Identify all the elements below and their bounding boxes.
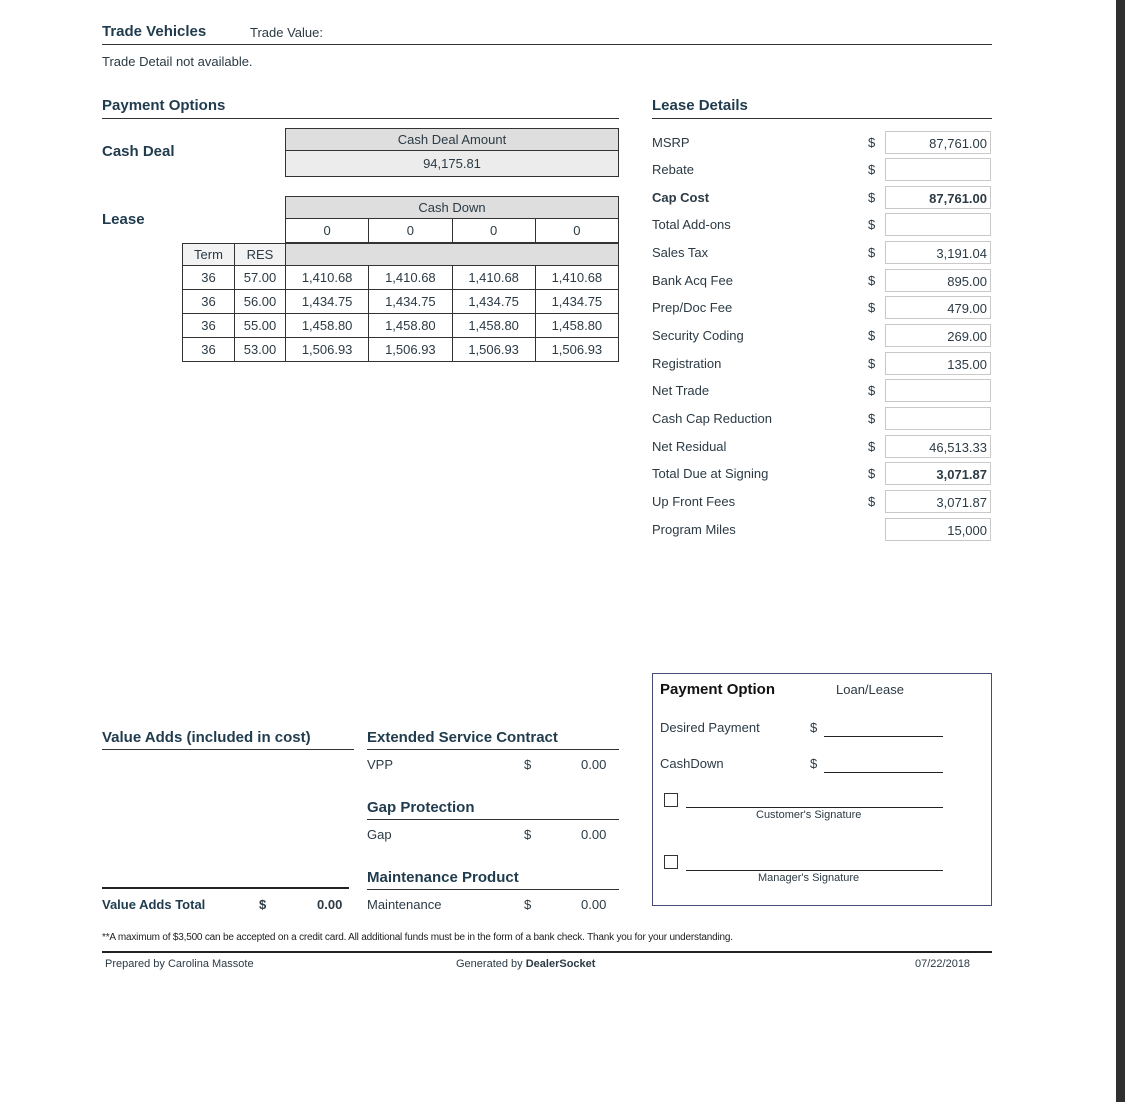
- lease-row-value: 87,761.00: [885, 131, 991, 154]
- dollar-sign: $: [868, 217, 876, 232]
- payment-cell: 1,458.80: [535, 314, 618, 338]
- term-cell: 36: [183, 314, 235, 338]
- manager-signature-field[interactable]: [686, 870, 943, 871]
- payment-cell: 1,506.93: [452, 338, 535, 362]
- dollar-sign: $: [868, 245, 876, 260]
- cash-deal-amount-value: 94,175.81: [286, 151, 619, 177]
- dollar-sign: $: [868, 273, 876, 288]
- desired-payment-label: Desired Payment: [660, 720, 760, 735]
- dollar-sign: $: [868, 135, 876, 150]
- lease-row-up-front-fees: [652, 490, 992, 514]
- lease-row-cash-cap-reduction: [652, 407, 992, 431]
- lease-row-value: [885, 379, 991, 402]
- payment-options-title: Payment Options: [102, 97, 226, 114]
- payment-cell: 1,506.93: [286, 338, 369, 362]
- payment-cell: 1,458.80: [452, 314, 535, 338]
- lease-row-value: 46,513.33: [885, 435, 991, 458]
- lease-payment-table: [182, 243, 619, 362]
- lease-row-label: Net Residual: [652, 439, 727, 454]
- dollar-sign: $: [868, 190, 876, 205]
- cash-down-value: 0: [286, 219, 369, 243]
- res-cell: 56.00: [235, 290, 286, 314]
- value-adds-total-divider: [102, 887, 349, 889]
- cash-down-value: 0: [452, 219, 535, 243]
- product-value: 0.00: [581, 827, 607, 842]
- dollar-sign: $: [868, 300, 876, 315]
- product-value: 0.00: [581, 897, 607, 912]
- cash-down-value: 0: [369, 219, 452, 243]
- cash-down-table: [285, 196, 619, 243]
- lease-row-label: Net Trade: [652, 383, 710, 398]
- product-divider: [367, 819, 619, 820]
- dollar-sign: $: [524, 827, 532, 842]
- res-cell: 53.00: [235, 338, 286, 362]
- term-cell: 36: [183, 290, 235, 314]
- lease-row-value: [885, 407, 991, 430]
- payment-option-title: Payment Option: [660, 681, 776, 698]
- lease-row-security-coding: [652, 324, 992, 348]
- lease-row-label: Cash Cap Reduction: [652, 411, 772, 426]
- value-adds-title: Value Adds (included in cost): [102, 729, 311, 746]
- dealersocket-brand: DealerSocket: [525, 958, 596, 970]
- dollar-sign: $: [259, 897, 267, 912]
- product-value: 0.00: [581, 757, 607, 772]
- term-cell: 36: [183, 338, 235, 362]
- customer-signature-label: Customer's Signature: [756, 809, 862, 821]
- product-item: Maintenance: [367, 897, 442, 912]
- lease-row-net-trade: [652, 379, 992, 403]
- footer-divider: [102, 951, 992, 953]
- table-row: [183, 290, 619, 314]
- lease-row-value: 3,071.87: [885, 490, 991, 513]
- prepared-by: Prepared by Carolina Massote: [105, 958, 254, 970]
- value-adds-divider: [102, 749, 354, 750]
- payment-cell: 1,458.80: [286, 314, 369, 338]
- dollar-sign: $: [868, 383, 876, 398]
- lease-row-label: Up Front Fees: [652, 494, 736, 509]
- trade-value-label: Trade Value:: [250, 25, 323, 40]
- payment-cell: 1,410.68: [535, 266, 618, 290]
- dollar-sign: $: [524, 897, 532, 912]
- product-title: Extended Service Contract: [367, 729, 558, 746]
- credit-card-note: **A maximum of $3,500 can be accepted on a credit card. All additional funds must be in the form of a bank check. Thank you for your understanding.: [102, 932, 733, 943]
- lease-row-label: Prep/Doc Fee: [652, 300, 733, 315]
- lease-row-prep-doc-fee: [652, 296, 992, 320]
- term-cell: 36: [183, 266, 235, 290]
- lease-row-label: Cap Cost: [652, 190, 710, 205]
- dollar-sign: $: [524, 757, 532, 772]
- payment-option-type: Loan/Lease: [836, 682, 904, 697]
- product-title: Maintenance Product: [367, 869, 519, 886]
- lease-row-value: [885, 158, 991, 181]
- lease-row-label: MSRP: [652, 135, 690, 150]
- payment-cell: 1,434.75: [535, 290, 618, 314]
- product-divider: [367, 889, 619, 890]
- lease-row-value: 895.00: [885, 269, 991, 292]
- lease-row-total-addons: [652, 213, 992, 237]
- lease-row-sales-tax: [652, 241, 992, 265]
- lease-row-value: 87,761.00: [885, 186, 991, 209]
- res-cell: 55.00: [235, 314, 286, 338]
- payment-cell: 1,410.68: [286, 266, 369, 290]
- lease-row-msrp: [652, 131, 992, 155]
- cash-down-value: 0: [535, 219, 618, 243]
- value-adds-total-label: Value Adds Total: [102, 897, 206, 912]
- dollar-sign: $: [868, 466, 876, 481]
- dollar-sign: $: [810, 720, 818, 735]
- trade-divider: [102, 44, 992, 45]
- dollar-sign: $: [868, 494, 876, 509]
- customer-signature-field[interactable]: [686, 807, 943, 808]
- lease-row-value: 3,071.87: [885, 462, 991, 485]
- cash-deal-label: Cash Deal: [102, 143, 175, 160]
- table-row: [183, 338, 619, 362]
- lease-row-label: Sales Tax: [652, 245, 709, 260]
- product-divider: [367, 749, 619, 750]
- payment-options-divider: [102, 118, 619, 119]
- lease-row-net-residual: [652, 435, 992, 459]
- table-row: [183, 314, 619, 338]
- product-item: VPP: [367, 757, 394, 772]
- dollar-sign: $: [868, 439, 876, 454]
- generated-by: [456, 958, 595, 970]
- lease-row-label: Bank Acq Fee: [652, 273, 733, 288]
- payment-cell: 1,506.93: [369, 338, 452, 362]
- manager-signature-label: Manager's Signature: [758, 872, 860, 884]
- res-cell: 57.00: [235, 266, 286, 290]
- lease-row-label: Rebate: [652, 162, 694, 177]
- term-header: Term: [183, 244, 235, 266]
- lease-row-cap-cost: [652, 186, 992, 210]
- lease-row-label: Security Coding: [652, 328, 744, 343]
- dollar-sign: $: [810, 756, 818, 771]
- lease-row-label: Registration: [652, 356, 722, 371]
- cashdown-label: CashDown: [660, 756, 724, 771]
- viewer-edge: [1116, 0, 1125, 1102]
- lease-row-value: 3,191.04: [885, 241, 991, 264]
- table-row: [183, 266, 619, 290]
- product-title: Gap Protection: [367, 799, 475, 816]
- manager-checkbox[interactable]: [664, 855, 678, 869]
- cash-deal-amount-header: Cash Deal Amount: [286, 129, 619, 151]
- payment-cell: 1,458.80: [369, 314, 452, 338]
- payment-cell: 1,434.75: [369, 290, 452, 314]
- dollar-sign: $: [868, 328, 876, 343]
- payment-cell: 1,434.75: [452, 290, 535, 314]
- trade-vehicles-title: Trade Vehicles: [102, 23, 207, 40]
- trade-detail-text: Trade Detail not available.: [102, 54, 253, 69]
- dollar-sign: $: [868, 162, 876, 177]
- lease-row-value: 15,000: [885, 518, 991, 541]
- value-adds-total-value: 0.00: [317, 897, 343, 912]
- lease-row-registration: [652, 352, 992, 376]
- lease-row-value: 479.00: [885, 296, 991, 319]
- customer-checkbox[interactable]: [664, 793, 678, 807]
- lease-row-label: Total Due at Signing: [652, 466, 769, 481]
- lease-row-total-due: [652, 462, 992, 486]
- lease-row-label: Program Miles: [652, 522, 736, 537]
- lease-row-bank-acq-fee: [652, 269, 992, 293]
- cash-down-header: Cash Down: [286, 197, 619, 219]
- generated-prefix: Generated by: [456, 958, 526, 970]
- dollar-sign: $: [868, 411, 876, 426]
- payment-cell: 1,506.93: [535, 338, 618, 362]
- product-item: Gap: [367, 827, 392, 842]
- cashdown-field[interactable]: [824, 772, 943, 773]
- lease-label: Lease: [102, 211, 145, 228]
- lease-row-value: 269.00: [885, 324, 991, 347]
- cash-deal-table: [285, 128, 619, 177]
- payment-cell: 1,434.75: [286, 290, 369, 314]
- lease-row-program-miles: [652, 518, 992, 542]
- payment-cell: 1,410.68: [369, 266, 452, 290]
- lease-row-value: [885, 213, 991, 236]
- lease-row-label: Total Add-ons: [652, 217, 731, 232]
- dollar-sign: $: [868, 356, 876, 371]
- payment-cell: 1,410.68: [452, 266, 535, 290]
- lease-row-rebate: [652, 158, 992, 182]
- desired-payment-field[interactable]: [824, 736, 943, 737]
- res-header: RES: [235, 244, 286, 266]
- payment-header-blank: [286, 244, 619, 266]
- report-date: 07/22/2018: [915, 958, 971, 970]
- lease-details-title: Lease Details: [652, 97, 748, 114]
- lease-row-value: 135.00: [885, 352, 991, 375]
- lease-details-divider: [652, 118, 992, 119]
